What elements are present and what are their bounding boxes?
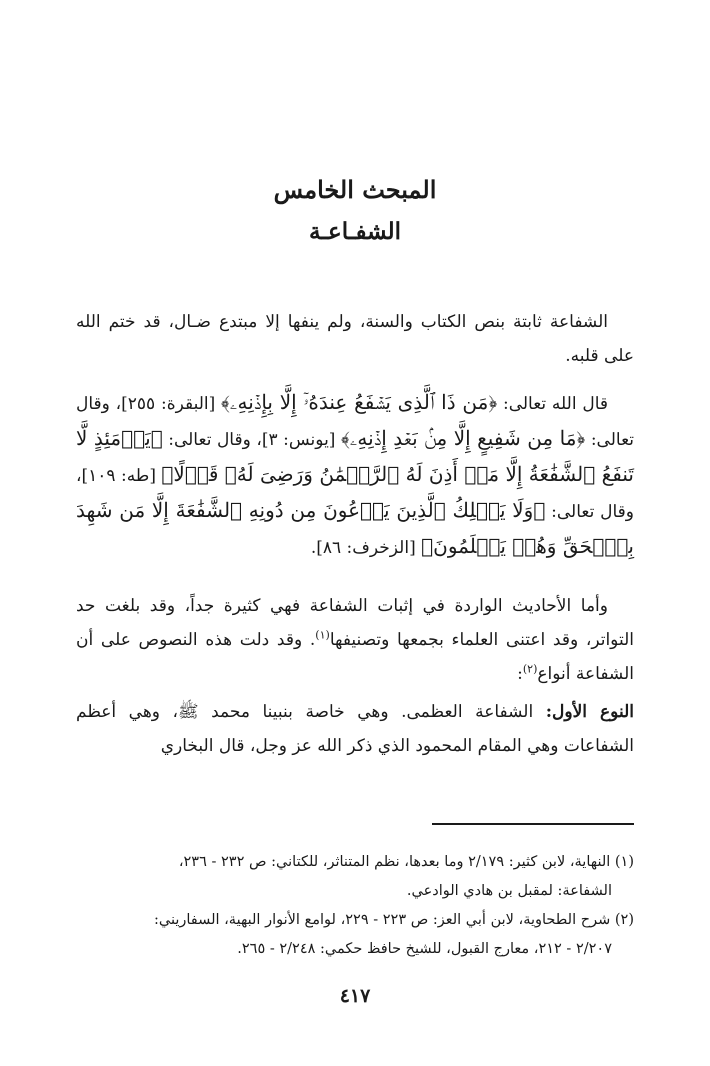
- verse1-lead: قال الله تعالى:: [502, 394, 609, 414]
- type1-paragraph: [76, 695, 634, 763]
- verse2-ref: [يونس: ٣]،: [256, 430, 336, 450]
- hadith-paragraph: [76, 589, 634, 691]
- verse3-text: ﴿يَوۡمَئِذٍ لَّا تَنفَعُ ٱلشَّفَٰعَةُ إِلَّا مَنۡ أَذِنَ لَهُ ٱلرَّحۡمَٰنُ وَرَضِىَ لَهُۥ قَوۡلًا﴾: [76, 426, 634, 486]
- verses-paragraph: [76, 385, 634, 565]
- footnotes: [76, 848, 634, 964]
- verse4-lead: وقال تعالى:: [551, 502, 634, 522]
- main-text: [76, 305, 634, 763]
- verse4-text: ﴿وَلَا يَمۡلِكُ ٱلَّذِينَ يَدۡعُونَ مِن دُونِهِ ٱلشَّفَٰعَةَ إِلَّا مَن شَهِدَ بِٱلۡحَقِّ وَهُمۡ يَعۡلَمُونَ﴾: [76, 498, 634, 558]
- hadith-text-b: . وقد دلت هذه النصوص على أن الشفاعة أنواع: [76, 630, 634, 684]
- footnote-ref-1[interactable]: (١): [315, 628, 330, 642]
- hadith-text-a: وأما الأحاديث الواردة في إثبات الشفاعة فهي كثيرة جداً، وقد بلغت حد التواتر، وقد اعتنى العلماء بجمعها وتصنيفها: [76, 596, 634, 650]
- topic-title: الشفـاعـة: [308, 218, 402, 245]
- type1-text: الشفاعة العظمى. وهي خاصة بنبينا محمد ﷺ، وهي أعظم الشفاعات وهي المقام المحمود الذي ذكر الله عز وجل، قال البخاري: [76, 702, 634, 756]
- section-title: المبحث الخامس: [273, 175, 437, 204]
- verse1-ref: [البقرة: ٢٥٥]،: [115, 394, 216, 414]
- verse2-lead: وقال تعالى:: [76, 394, 635, 450]
- footnote-ref-2[interactable]: (٢): [522, 662, 538, 676]
- verse4-ref: [الزخرف: ٨٦].: [310, 538, 416, 558]
- footnote-separator: [432, 823, 634, 825]
- verse2-text: ﴿مَا مِن شَفِيعٍ إِلَّا مِنۢ بَعۡدِ إِذۡنِهِۦ﴾: [340, 426, 586, 450]
- hadith-text-c: :: [517, 664, 523, 684]
- intro-paragraph: الشفاعة ثابتة بنص الكتاب والسنة، ولم ينفها إلا مبتدع ضـال، قد ختم الله على قلبه.: [76, 312, 634, 366]
- verse1-text: ﴿مَن ذَا ٱلَّذِى يَشۡفَعُ عِندَهُۥٓ إِلَّا بِإِذۡنِهِۦ﴾: [221, 390, 498, 414]
- verse3-ref: [طه: ١٠٩]،: [76, 466, 156, 486]
- footnote-2-line1: (٢) شرح الطحاوية، لابن أبي العز: ص ٢٢٣ - ٢٢٩، لوامع الأنوار البهية، السفاريني:: [154, 912, 634, 928]
- page-number: ٤١٧: [339, 985, 371, 1007]
- footnote-2-line2: ٢/٢٠٧ - ٢١٢، معارج القبول، للشيخ حافظ حكمي: ٢/٢٤٨ - ٢٦٥.: [237, 941, 612, 957]
- verse3-lead: وقال تعالى:: [168, 430, 251, 450]
- footnote-1-line2: الشفاعة: لمقبل بن هادي الوادعي.: [406, 883, 612, 899]
- type1-label: النوع الأول:: [545, 702, 634, 722]
- footnote-1-line1: (١) النهاية، لابن كثير: ٢/١٧٩ وما بعدها، نظم المتناثر، للكتاني: ص ٢٣٢ - ٢٣٦،: [178, 854, 634, 870]
